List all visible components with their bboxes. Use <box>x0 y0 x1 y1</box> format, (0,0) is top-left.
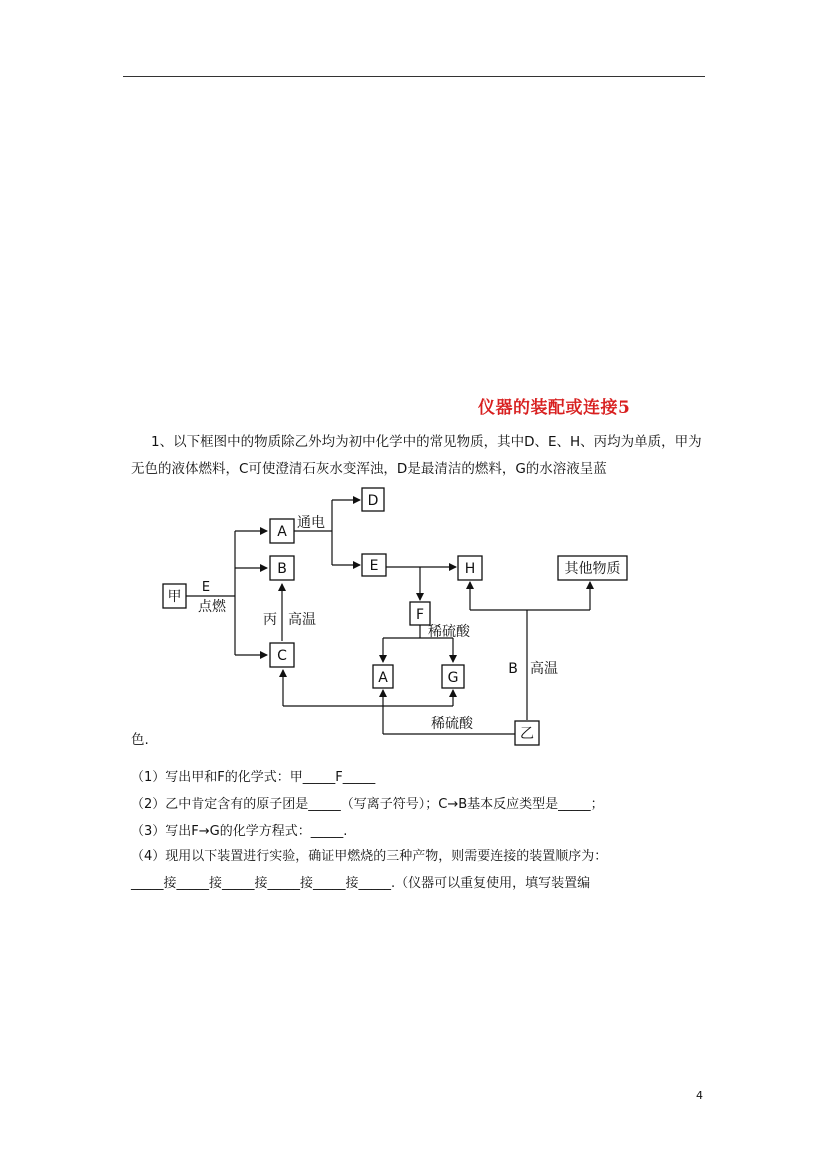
label-dilute-acid-1: 稀硫酸 <box>428 624 470 640</box>
label-ignite: 点燃 <box>198 599 226 615</box>
label-high-temp-1: 高温 <box>288 612 316 628</box>
label-dilute-acid-2: 稀硫酸 <box>431 716 473 732</box>
page-number: 4 <box>696 1089 703 1102</box>
node-G: G <box>447 670 459 686</box>
node-B: B <box>277 561 287 577</box>
sub-question-1: （1）写出甲和F的化学式：甲_____F_____ <box>131 770 376 785</box>
node-C: C <box>277 648 287 664</box>
node-yi: 乙 <box>520 726 534 742</box>
label-high-temp-2: 高温 <box>530 661 558 677</box>
question-1-intro-tail: 色. <box>131 732 149 748</box>
node-D: D <box>367 493 379 509</box>
page-title: 仪器的装配或连接5 <box>478 398 631 418</box>
node-H: H <box>464 561 476 577</box>
label-electrolysis: 通电 <box>297 515 325 531</box>
sub-question-3: （3）写出F→G的化学方程式：_____. <box>131 824 348 839</box>
sub-question-4-blanks: _____接_____接_____接_____接_____接_____.（仪器可以重复使用，填写装置编 <box>131 876 591 891</box>
sub-question-2: （2）乙中肯定含有的原子团是_____（写离子符号）；C→B基本反应类型是_____； <box>131 797 604 812</box>
label-bing: 丙 <box>263 612 277 628</box>
sub-question-4: （4）现用以下装置进行实验，确证甲燃烧的三种产物，则需要连接的装置顺序为： <box>131 849 608 864</box>
node-other: 其他物质 <box>564 561 621 577</box>
question-1-intro: 1、以下框图中的物质除乙外均为初中化学中的常见物质，其中D、E、H、丙均为单质，甲为无色的液体燃料，C可使澄清石灰水变浑浊，D是最清洁的燃料，G的水溶液呈蓝 <box>131 434 702 477</box>
node-jia: 甲 <box>167 589 182 605</box>
label-E-condition: E <box>201 580 211 595</box>
label-B: B <box>508 661 518 677</box>
node-E: E <box>369 558 379 574</box>
node-A2: A <box>378 670 388 686</box>
node-F: F <box>415 607 425 623</box>
node-A1: A <box>277 524 287 540</box>
